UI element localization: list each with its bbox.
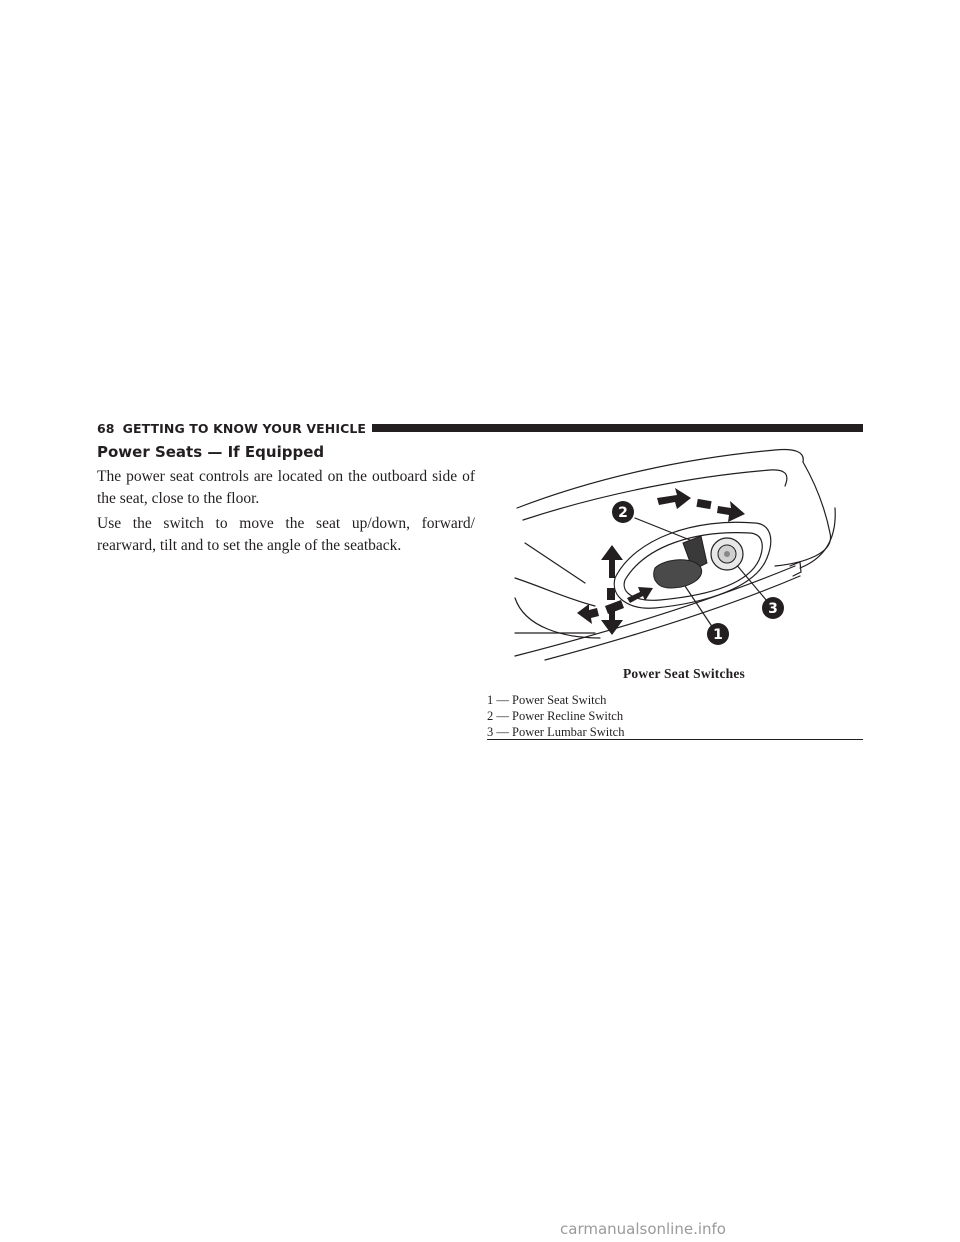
watermark: carmanualsonline.info (560, 1220, 726, 1238)
callout-1 (707, 623, 729, 645)
header-rule (372, 424, 863, 432)
svg-text:3: 3 (768, 601, 778, 617)
legend-item-power-seat-switch: 1 — Power Seat Switch (487, 693, 607, 707)
page-number: 68 (97, 420, 115, 436)
figure-legend (487, 692, 863, 740)
legend-rule (487, 739, 863, 740)
svg-text:1: 1 (713, 627, 723, 643)
running-section-title: GETTING TO KNOW YOUR VEHICLE (122, 420, 367, 436)
section-title: Power Seats — If Equipped (97, 443, 325, 461)
page-header (97, 418, 863, 438)
svg-text:2: 2 (618, 505, 628, 521)
callout-2 (612, 501, 634, 523)
figure-caption: Power Seat Switches (622, 666, 746, 681)
legend-item-power-recline-switch: 2 — Power Recline Switch (487, 709, 624, 723)
body-paragraph-location: The power seat controls are located on the outboard side of the seat, close to the floor. (97, 468, 475, 507)
power-seat-illustration (505, 438, 855, 662)
callout-3 (762, 597, 784, 619)
body-paragraph-usage: Use the switch to move the seat up/down, forward/ rearward, tilt and to set the angle of the seatback. (97, 515, 475, 554)
legend-item-power-lumbar-switch: 3 — Power Lumbar Switch (487, 725, 625, 739)
